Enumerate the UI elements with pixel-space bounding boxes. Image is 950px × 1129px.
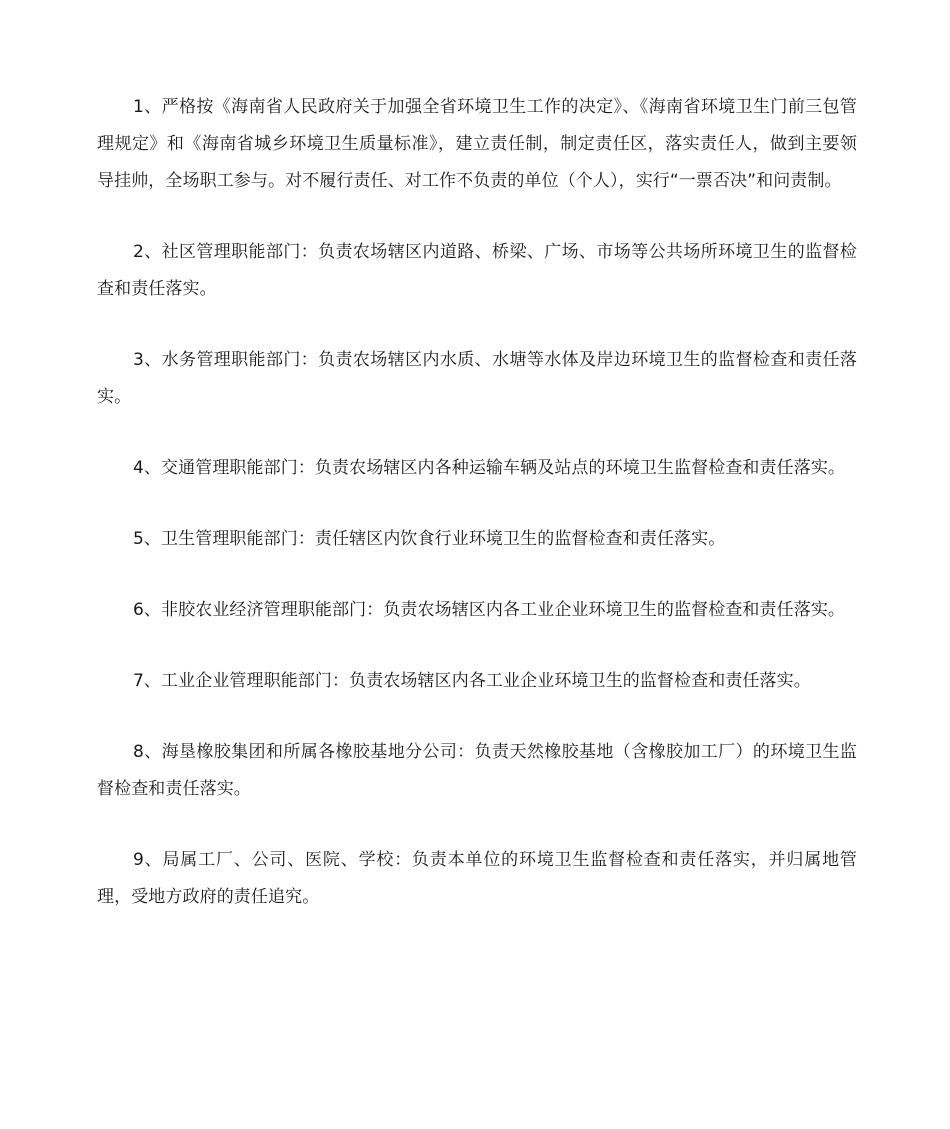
paragraph-2: 2、社区管理职能部门：负责农场辖区内道路、桥梁、广场、市场等公共场所环境卫生的监督检查和责任落实。 xyxy=(97,242,857,299)
paragraph-3: 3、水务管理职能部门：负责农场辖区内水质、水塘等水体及岸边环境卫生的监督检查和责任落实。 xyxy=(97,350,857,407)
paragraph-4: 4、交通管理职能部门：负责农场辖区内各种运输车辆及站点的环境卫生监督检查和责任落实。 xyxy=(133,458,846,478)
document-body xyxy=(97,89,857,950)
paragraph-5: 5、卫生管理职能部门：责任辖区内饮食行业环境卫生的监督检查和责任落实。 xyxy=(133,529,726,549)
paragraph-6: 6、非胶农业经济管理职能部门：负责农场辖区内各工业企业环境卫生的监督检查和责任落实。 xyxy=(133,600,846,620)
paragraph-8: 8、海垦橡胶集团和所属各橡胶基地分公司：负责天然橡胶基地（含橡胶加工厂）的环境卫生监督检查和责任落实。 xyxy=(97,742,857,799)
paragraph-9: 9、局属工厂、公司、医院、学校：负责本单位的环境卫生监督检查和责任落实，并归属地管理，受地方政府的责任追究。 xyxy=(97,850,857,907)
paragraph-1: 1、严格按《海南省人民政府关于加强全省环境卫生工作的决定》、《海南省环境卫生门前三包管理规定》和《海南省城乡环境卫生质量标准》，建立责任制，制定责任区，落实责任人，做到主要领导挂帅，全场职工参与。对不履行责任、对工作不负责的单位（个人），实行“一票否决”和问责制。 xyxy=(97,97,857,191)
paragraph-7: 7、工业企业管理职能部门：负责农场辖区内各工业企业环境卫生的监督检查和责任落实。 xyxy=(133,671,811,691)
